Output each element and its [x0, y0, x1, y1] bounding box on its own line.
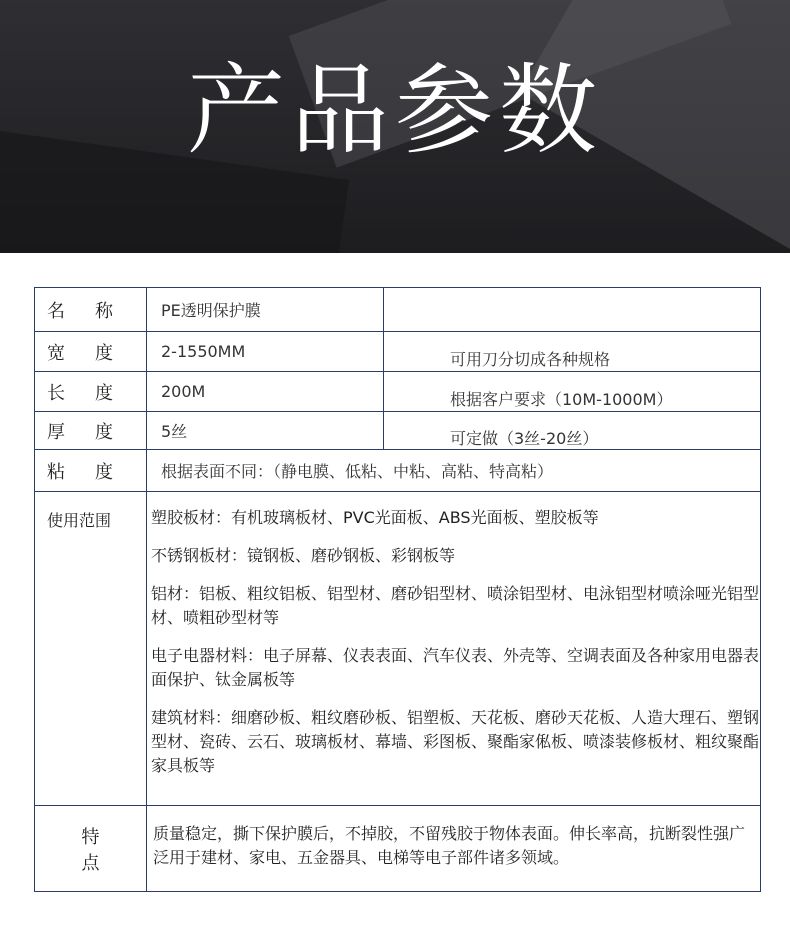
- usage-paragraph: 不锈钢板材：镜钢板、磨砂钢板、彩钢板等: [151, 546, 456, 565]
- table-row: [35, 492, 761, 806]
- table-row: [35, 806, 761, 892]
- usage-paragraph: 建筑材料：细磨砂板、粗纹磨砂板、铝塑板、天花板、磨砂天花板、人造大理石、塑钢型材、瓷砖、云石、玻璃板材、幕墙、彩图板、聚酯家俬板、喷漆装修板材、粗纹聚酯家具板等: [151, 708, 760, 775]
- row-value-name: PE透明保护膜: [147, 288, 384, 332]
- row-note-length: 根据客户要求（10M-1000M）: [384, 372, 761, 412]
- usage-content: [147, 492, 761, 806]
- row-value-thickness: 5丝: [147, 412, 384, 450]
- row-value-width: 2-1550MM: [147, 332, 384, 372]
- page-title: 产品参数: [186, 54, 603, 168]
- table-row: [35, 450, 761, 492]
- usage-label: 使用范围: [35, 492, 147, 806]
- row-label-name: 名称: [35, 288, 147, 332]
- table-row: [35, 372, 761, 412]
- usage-paragraph: 塑胶板材：有机玻璃板材、PVC光面板、ABS光面板、塑胶板等: [151, 508, 599, 527]
- row-value-length: 200M: [147, 372, 384, 412]
- features-label: 特点: [35, 806, 147, 892]
- row-value-adhesion: 根据表面不同：（静电膜、低粘、中粘、高粘、特高粘）: [147, 450, 761, 492]
- table-row: [35, 332, 761, 372]
- features-text: 质量稳定，撕下保护膜后，不掉胶，不留残胶于物体表面。伸长率高，抗断裂性强广泛用于建材、家电、五金器具、电梯等电子部件诸多领域。: [147, 806, 761, 892]
- row-note-width: 可用刀分切成各种规格: [384, 332, 761, 372]
- row-note-name: [384, 288, 761, 332]
- header-banner: [0, 0, 790, 253]
- table-row: [35, 412, 761, 450]
- row-label-adhesion: 粘度: [35, 450, 147, 492]
- row-label-width: 宽度: [35, 332, 147, 372]
- table-row: [35, 288, 761, 332]
- row-label-length: 长度: [35, 372, 147, 412]
- usage-paragraph: 电子电器材料：电子屏幕、仪表表面、汽车仪表、外壳等、空调表面及各种家用电器表面保护、钛金属板等: [151, 646, 760, 689]
- row-note-thickness: 可定做（3丝-20丝）: [384, 412, 761, 450]
- usage-paragraph: 铝材：铝板、粗纹铝板、铝型材、磨砂铝型材、喷涂铝型材、电泳铝型材喷涂哑光铝型材、喷粗砂型材等: [151, 584, 760, 627]
- row-label-thickness: 厚度: [35, 412, 147, 450]
- spec-table: [34, 287, 761, 892]
